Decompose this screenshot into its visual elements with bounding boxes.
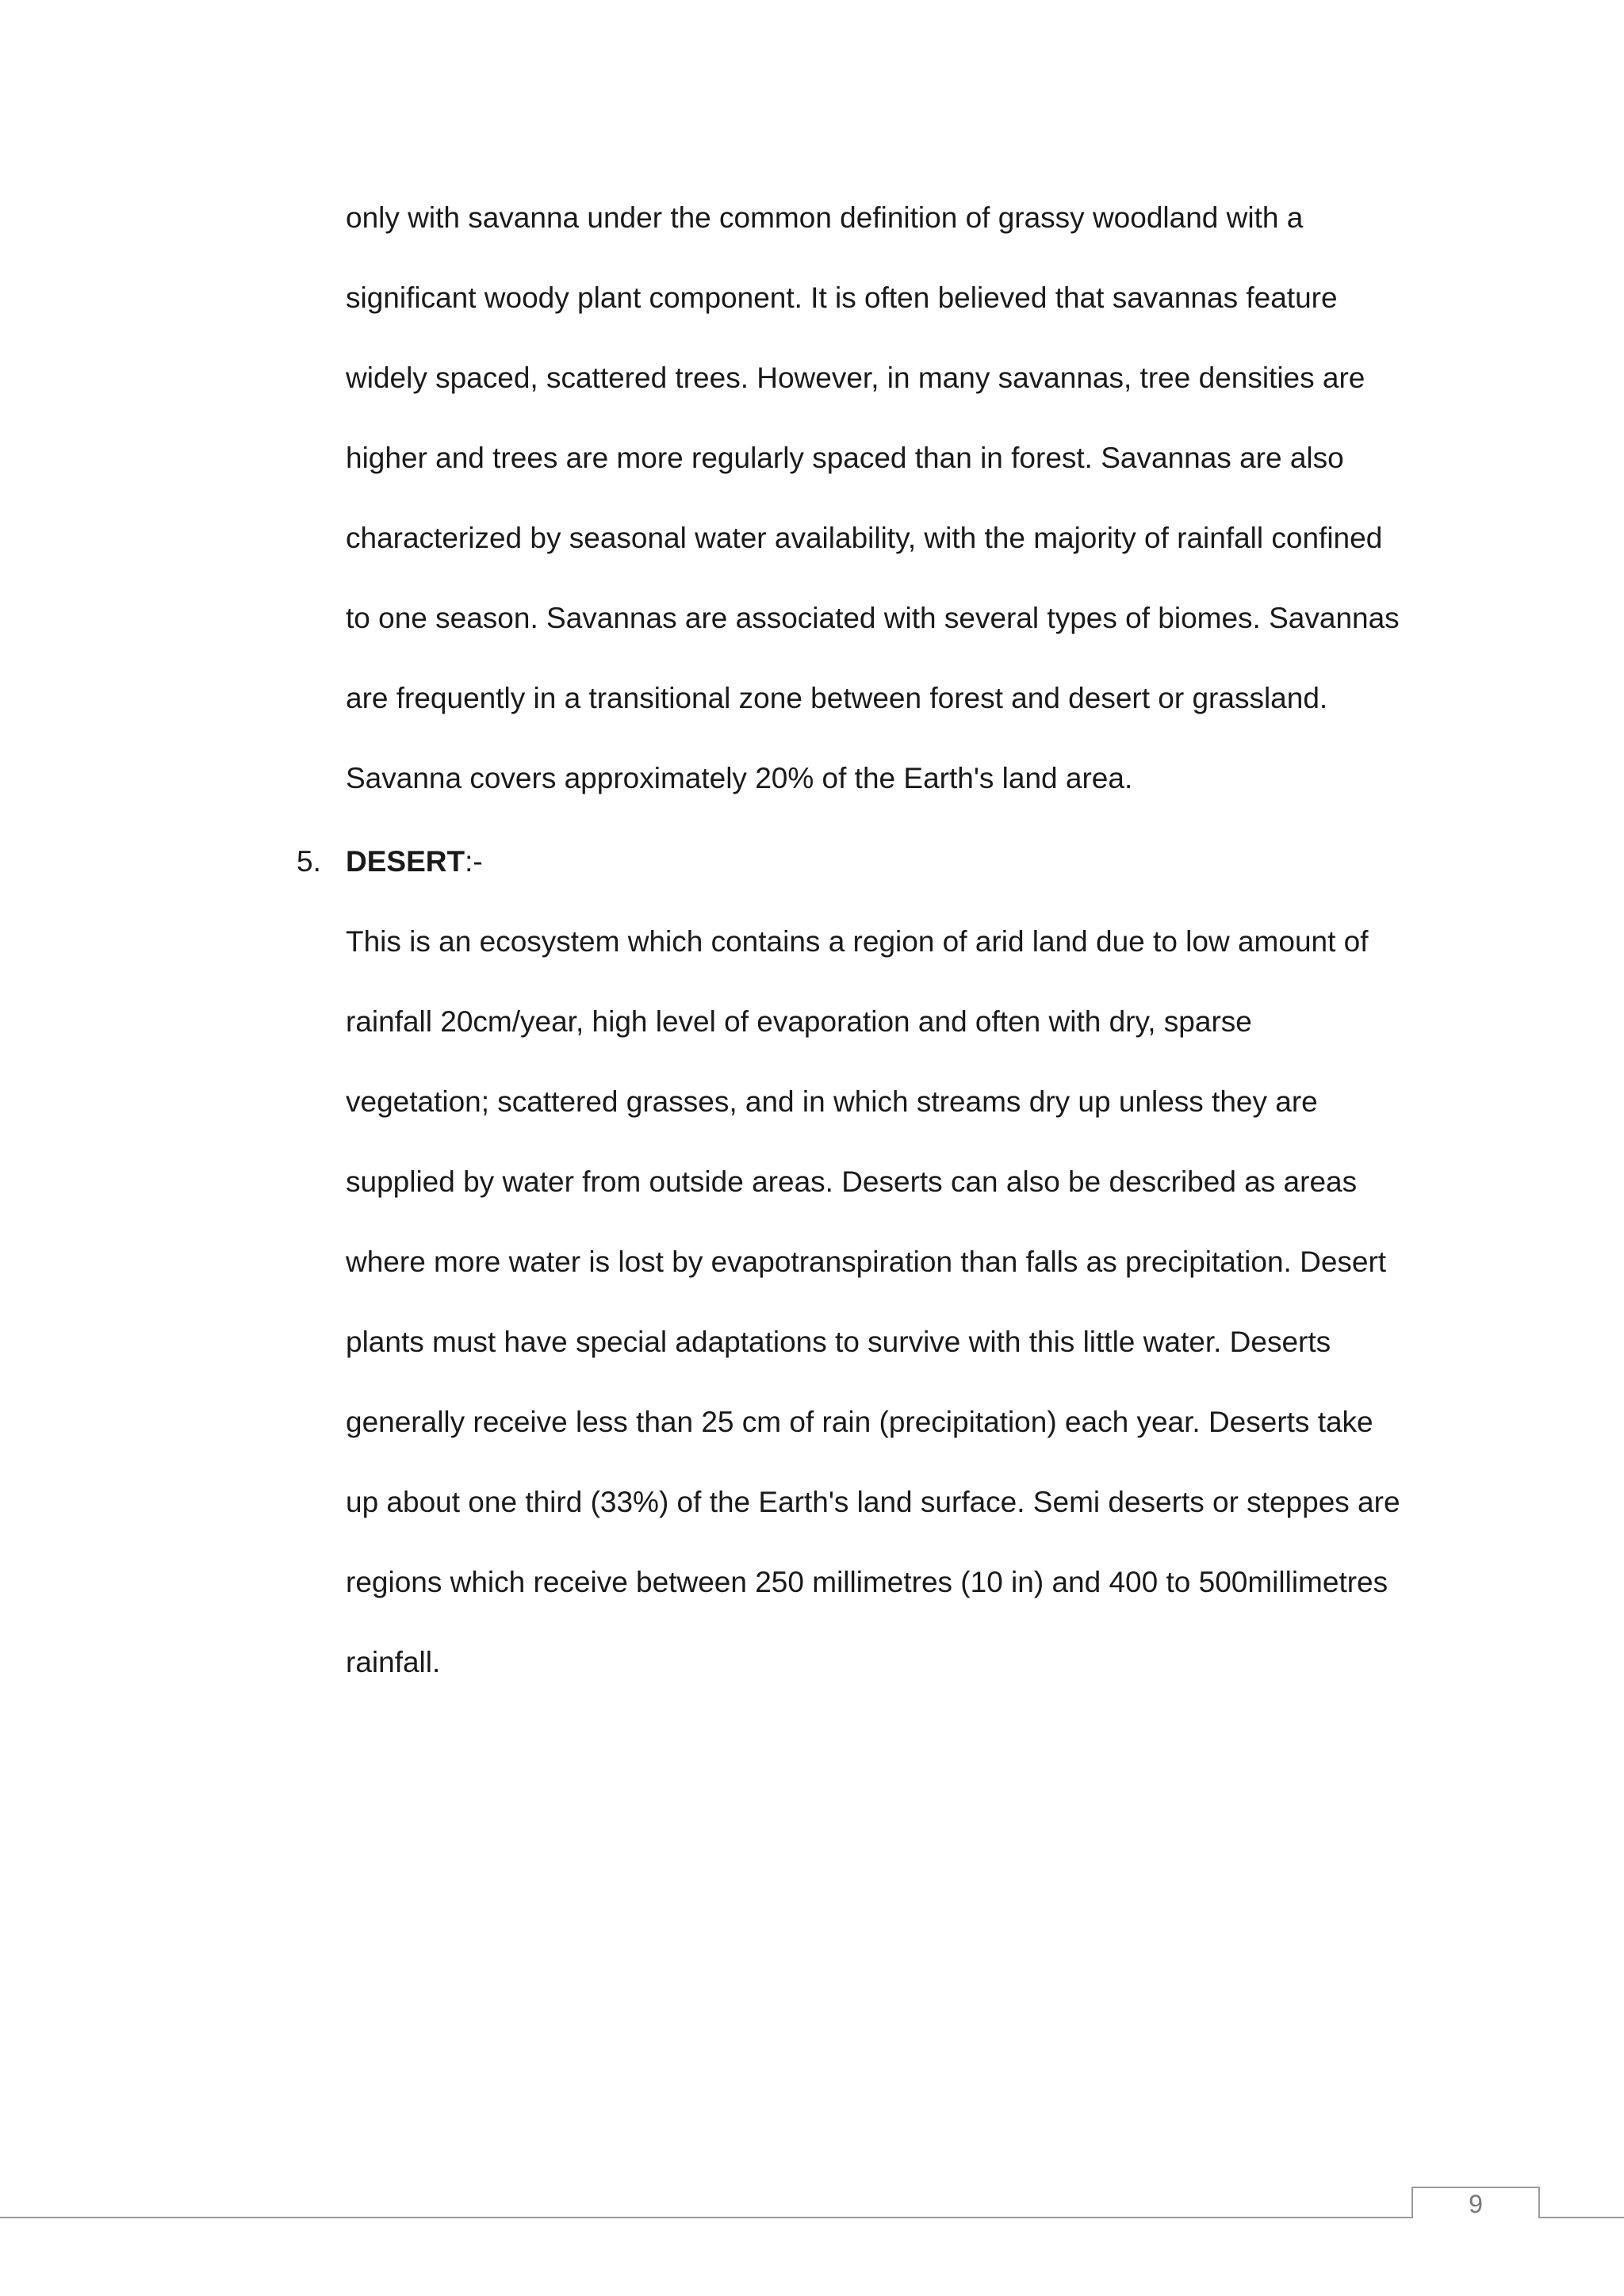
savanna-paragraph-line: higher and trees are more regularly spaced than in forest. Savannas are also bbox=[346, 442, 1344, 474]
savanna-paragraph-line: characterized by seasonal water availability, with the majority of rainfall confined bbox=[346, 522, 1383, 554]
savanna-paragraph-line: only with savanna under the common definition of grassy woodland with a bbox=[346, 201, 1304, 234]
desert-paragraph-line: generally receive less than 25 cm of rain (precipitation) each year. Deserts take bbox=[346, 1406, 1373, 1438]
savanna-paragraph-line: to one season. Savannas are associated with several types of biomes. Savannas bbox=[346, 602, 1400, 634]
savanna-paragraph-line: significant woody plant component. It is often believed that savannas feature bbox=[346, 281, 1338, 314]
page-number: 9 bbox=[1469, 2190, 1483, 2218]
savanna-paragraph-line: are frequently in a transitional zone between forest and desert or grassland. bbox=[346, 682, 1328, 714]
footer-rule bbox=[0, 2217, 1411, 2218]
section-heading-desert bbox=[297, 842, 483, 882]
section-title: DESERT bbox=[346, 845, 465, 878]
page-number-box bbox=[1411, 2187, 1540, 2218]
desert-paragraph-line: This is an ecosystem which contains a region of arid land due to low amount of bbox=[346, 925, 1369, 958]
desert-paragraph-line: vegetation; scattered grasses, and in which streams dry up unless they are bbox=[346, 1085, 1318, 1118]
section-title-suffix: :- bbox=[465, 845, 483, 878]
savanna-paragraph-line: widely spaced, scattered trees. However, in many savannas, tree densities are bbox=[346, 362, 1365, 394]
savanna-paragraph-line: Savanna covers approximately 20% of the Earth's land area. bbox=[346, 762, 1133, 794]
section-number: 5. bbox=[297, 845, 321, 878]
desert-paragraph-line: where more water is lost by evapotranspiration than falls as precipitation. Desert bbox=[346, 1246, 1387, 1278]
desert-paragraph-line: rainfall 20cm/year, high level of evaporation and often with dry, sparse bbox=[346, 1005, 1252, 1038]
desert-paragraph-line: plants must have special adaptations to survive with this little water. Deserts bbox=[346, 1326, 1331, 1358]
footer-rule bbox=[1540, 2217, 1624, 2218]
desert-paragraph-line: rainfall. bbox=[346, 1646, 441, 1678]
desert-paragraph-line: supplied by water from outside areas. Deserts can also be described as areas bbox=[346, 1165, 1358, 1198]
desert-paragraph-line: up about one third (33%) of the Earth's land surface. Semi deserts or steppes are bbox=[346, 1486, 1400, 1518]
desert-paragraph-line: regions which receive between 250 millimetres (10 in) and 400 to 500millimetres bbox=[346, 1566, 1388, 1598]
